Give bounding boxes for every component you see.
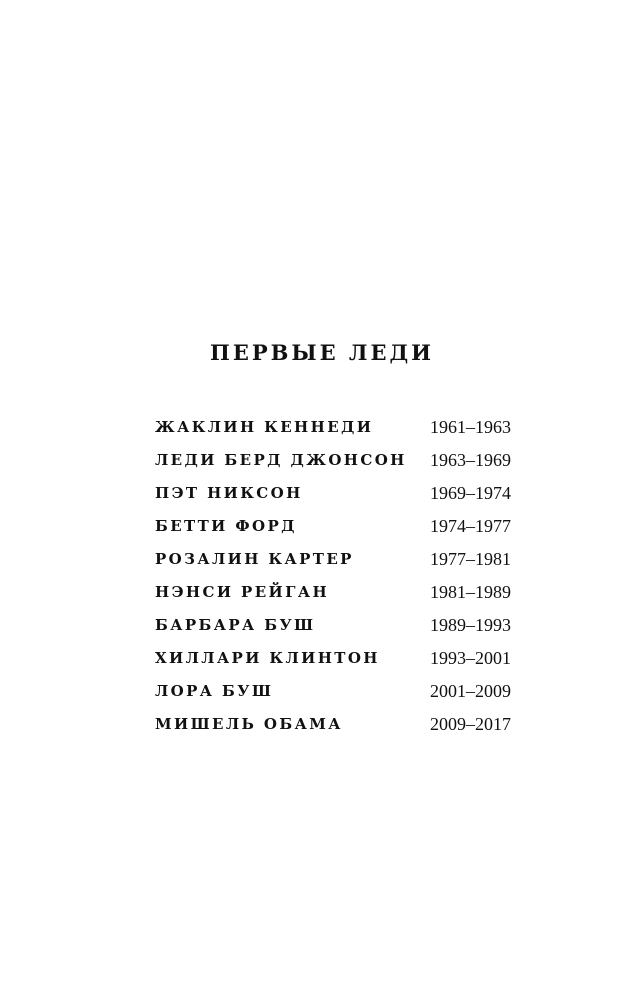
first-lady-name: БЕТТИ ФОРД xyxy=(155,517,297,535)
first-lady-name: ПЭТ НИКСОН xyxy=(155,484,303,502)
term-years: 1963–1969 xyxy=(430,450,511,470)
list-item xyxy=(155,709,511,742)
term-years: 1969–1974 xyxy=(430,483,511,503)
list-item xyxy=(155,478,511,511)
first-lady-name: НЭНСИ РЕЙГАН xyxy=(155,583,330,601)
term-years: 1989–1993 xyxy=(430,615,511,635)
list-item xyxy=(155,643,511,676)
first-lady-name: ЖАКЛИН КЕННЕДИ xyxy=(155,418,374,436)
first-lady-name: РОЗАЛИН КАРТЕР xyxy=(155,550,354,568)
list-item xyxy=(155,511,511,544)
term-years: 1974–1977 xyxy=(430,516,511,536)
page-title: ПЕРВЫЕ ЛЕДИ xyxy=(209,340,435,365)
term-years: 1961–1963 xyxy=(430,417,511,437)
term-years: 1993–2001 xyxy=(430,648,511,668)
list-item xyxy=(155,676,511,709)
first-lady-name: ЛОРА БУШ xyxy=(155,682,274,700)
term-years: 1981–1989 xyxy=(430,582,511,602)
term-years: 1977–1981 xyxy=(430,549,511,569)
list-item xyxy=(155,412,511,445)
first-lady-name: ХИЛЛАРИ КЛИНТОН xyxy=(155,649,380,667)
first-lady-name: МИШЕЛЬ ОБАМА xyxy=(155,715,343,733)
list-item xyxy=(155,610,511,643)
list-item xyxy=(155,445,511,478)
term-years: 2001–2009 xyxy=(430,681,511,701)
list-item xyxy=(155,577,511,610)
first-lady-name: БАРБАРА БУШ xyxy=(155,616,316,634)
first-lady-name: ЛЕДИ БЕРД ДЖОНСОН xyxy=(155,451,407,469)
term-years: 2009–2017 xyxy=(430,714,511,734)
list-item xyxy=(155,544,511,577)
first-ladies-list xyxy=(155,412,511,742)
